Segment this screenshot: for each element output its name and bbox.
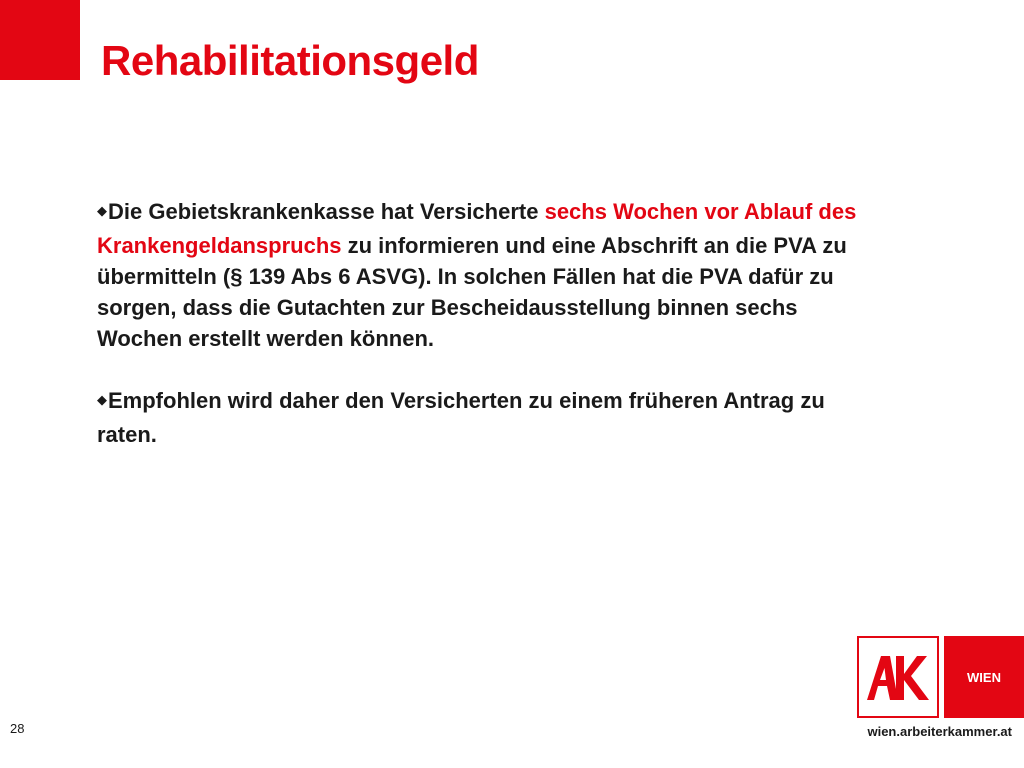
diamond-bullet-icon: ◆ xyxy=(97,203,107,218)
paragraph-1-text-after: zu informieren und eine Abschrift an die PVA zu übermitteln (§ 139 Abs 6 ASVG). In solchen Fällen hat die PVA dafür zu sorgen, dass die Gutachten zur Bescheidausstellung binnen sechs Wochen erstellt werden können. xyxy=(97,233,847,351)
ak-logo-mark xyxy=(857,636,939,718)
diamond-bullet-icon: ◆ xyxy=(97,392,107,407)
paragraph-2-text: Empfohlen wird daher den Versicherten zu einem früheren Antrag zu raten. xyxy=(97,388,825,447)
page-number: 28 xyxy=(10,721,25,736)
paragraph-2 xyxy=(97,385,877,450)
wien-logo-box xyxy=(944,636,1024,718)
corner-accent-block xyxy=(0,0,80,80)
paragraph-1-text-before: Die Gebietskrankenkasse hat Versicherte xyxy=(108,199,545,224)
footer-url: wien.arbeiterkammer.at xyxy=(867,724,1012,739)
wien-logo-text: WIEN xyxy=(967,669,1001,685)
slide-content xyxy=(97,196,877,450)
ak-logo-icon xyxy=(859,638,937,716)
paragraph-1-highlight: sechs Wochen vor Ablauf des Krankengeldanspruchs xyxy=(97,199,857,258)
slide-title: Rehabilitationsgeld xyxy=(101,37,479,84)
paragraph-1 xyxy=(97,196,877,354)
ak-wien-logo xyxy=(857,636,1024,718)
